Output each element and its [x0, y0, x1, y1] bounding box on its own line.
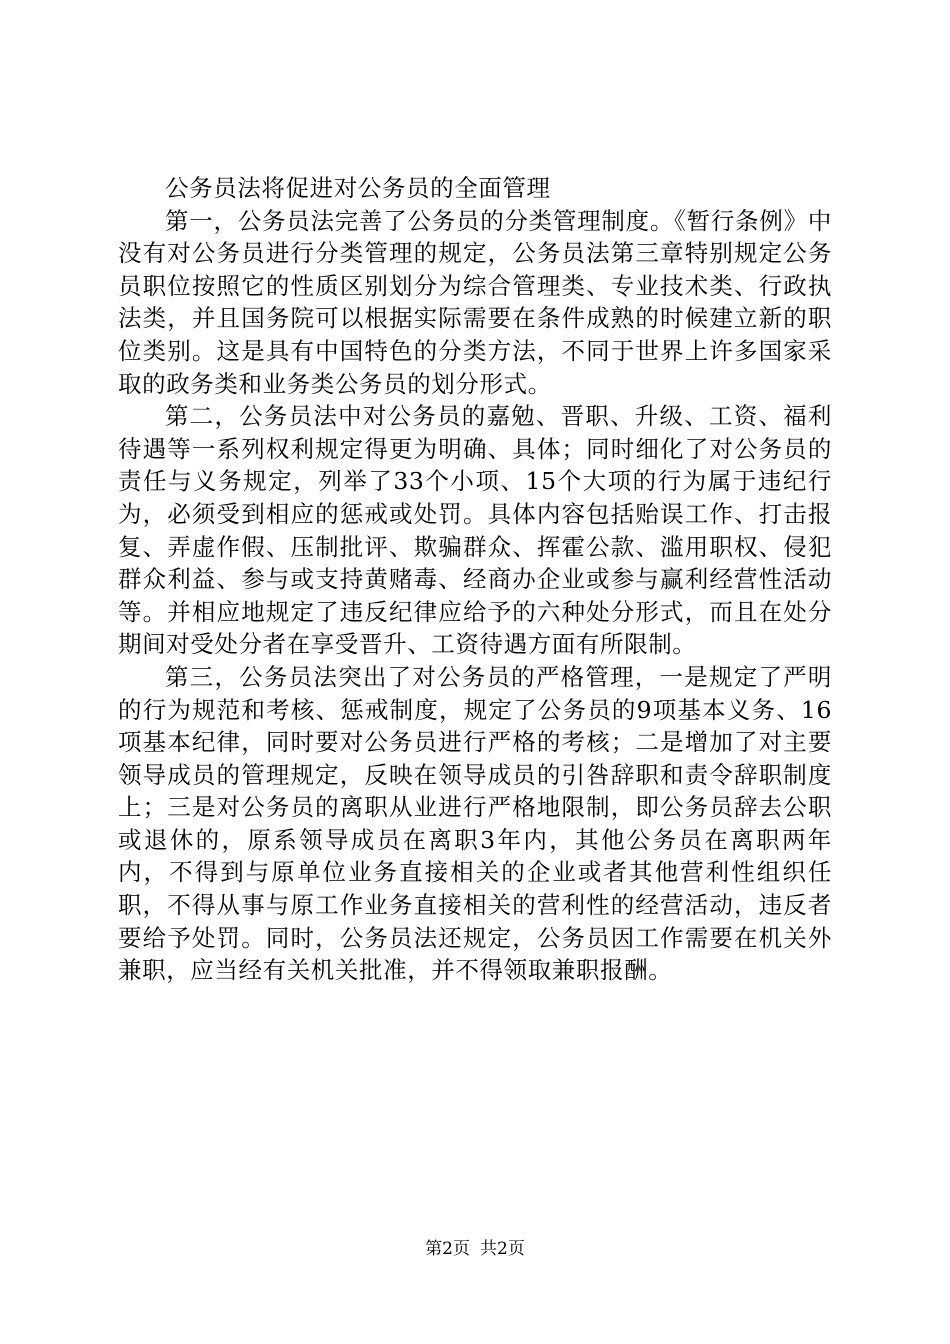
document-body: [118, 172, 832, 987]
page-footer: [0, 1238, 950, 1260]
paragraph-2: 第二，公务员法中对公务员的嘉勉、晋职、升级、工资、福利待遇等一系列权利规定得更为明确、具体；同时细化了对公务员的责任与义务规定，列举了33个小项、15个大项的行为属于违纪行为，必须受到相应的惩戒或处罚。具体内容包括贻误工作、打击报复、弄虚作假、压制批评、欺骗群众、挥霍公款、滥用职权、侵犯群众利益、参与或支持黄赌毒、经商办企业或参与赢利经营性活动等。并相应地规定了违反纪律应给予的六种处分形式，而且在处分期间对受处分者在享受晋升、工资待遇方面有所限制。: [118, 402, 832, 659]
document-title: 公务员法将促进对公务员的全面管理: [165, 174, 551, 202]
page-total: 共2页: [480, 1239, 525, 1259]
page-number: 第2页: [425, 1239, 470, 1259]
paragraph-1: 第一，公务员法完善了公务员的分类管理制度。《暂行条例》中没有对公务员进行分类管理的规定，公务员法第三章特别规定公务员职位按照它的性质区别划分为综合管理类、专业技术类、行政执法类，并且国务院可以根据实际需要在条件成熟的时候建立新的职位类别。这是具有中国特色的分类方法，不同于世界上许多国家采取的政务类和业务类公务员的划分形式。: [118, 206, 832, 398]
paragraph-3: 第三，公务员法突出了对公务员的严格管理，一是规定了严明的行为规范和考核、惩戒制度，规定了公务员的9项基本义务、16项基本纪律，同时要对公务员进行严格的考核；二是增加了对主要领导成员的管理规定，反映在领导成员的引咎辞职和责令辞职制度上；三是对公务员的离职从业进行严格地限制，即公务员辞去公职或退休的，原系领导成员在离职3年内，其他公务员在离职两年内，不得到与原单位业务直接相关的企业或者其他营利性组织任职，不得从事与原工作业务直接相关的营利性的经营活动，违反者要给予处罚。同时，公务员法还规定，公务员因工作需要在机关外兼职，应当经有关机关批准，并不得领取兼职报酬。: [118, 662, 832, 985]
